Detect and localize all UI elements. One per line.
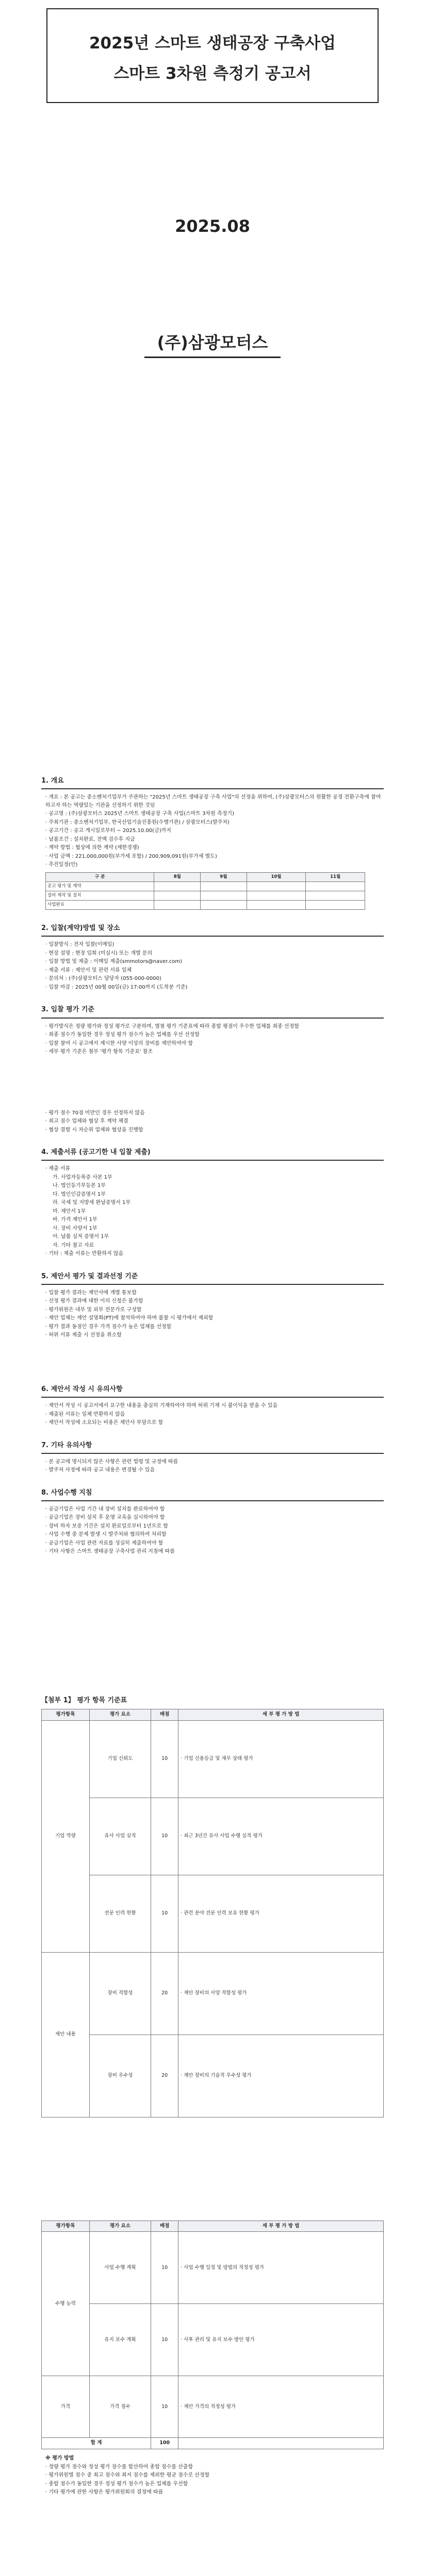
s8-line: · 공급기업은 사업 기간 내 장비 설치를 완료하여야 함	[45, 1506, 165, 1512]
table-row	[42, 1798, 384, 1875]
table-header-cell: 평가 요소	[89, 1709, 151, 1720]
table-row	[42, 1720, 384, 1798]
section-4-heading: 4. 제출서류 (공고기한 내 입찰 제출)	[41, 1148, 151, 1157]
s3-line: · 평가 점수 70점 미만인 경우 선정하지 않음	[45, 1110, 145, 1116]
table-cell: 공고 평가 및 계약	[46, 882, 154, 891]
table-cell	[306, 901, 365, 910]
table-row	[46, 891, 365, 900]
table-cell: · 최근 3년간 유사 사업 수행 실적 평가	[178, 1798, 384, 1875]
note-line: · 정량 평가 점수와 정성 평가 점수를 합산하여 종합 점수를 산출함	[45, 2464, 193, 2470]
s1-line: · 개요 : 본 공고는 중소벤처기업부가 주관하는 "2025년 스마트 생태공장 구축 사업"의 선정을 위하여, (주)삼광모터스의 원활한 공정 전환구축에 참여하고자 하는 역량있는 기관을 선정하기 위한 것임	[45, 794, 381, 808]
s3-line: · 입찰 참여 시 공고에서 제시한 사양 이상의 장비를 제안하여야 함	[45, 1040, 193, 1046]
s4-line: 가. 사업자등록증 사본 1부	[53, 1174, 112, 1180]
table-row	[42, 2376, 384, 2438]
s8-line: · 기타 사항은 스마트 생태공장 구축사업 관리 지침에 따름	[45, 1549, 175, 1555]
table-cell: 제안 내용	[42, 1952, 90, 2117]
table-cell: 합 계	[42, 2438, 151, 2449]
s1-line: · 공고명 : (주)삼광모터스 2025년 스마트 생태공장 구축 사업(스마트 3차원 측정기)	[45, 811, 234, 817]
table-row	[42, 2221, 384, 2232]
table-cell: 가격	[42, 2376, 90, 2438]
table-cell: 10	[151, 1720, 178, 1798]
s5-line: · 평가위원은 내부 및 외부 전문가로 구성함	[45, 1307, 142, 1313]
s5-line: · 제안 업체는 제안 설명회(PT)에 참석하여야 하며 불참 시 평가에서 제외함	[45, 1315, 214, 1321]
table-cell: 10	[151, 2304, 178, 2376]
evaluation-table-continued	[41, 2221, 384, 2449]
table-cell: 20	[151, 2035, 178, 2117]
document-body	[41, 762, 384, 2497]
s4-line: 다. 법인인감증명서 1부	[53, 1191, 106, 1197]
table-cell	[247, 891, 306, 900]
table-cell: 기업 신뢰도	[89, 1720, 151, 1798]
table-row	[46, 901, 365, 910]
table-cell: 장비 우수성	[89, 2035, 151, 2117]
s4-line: 사. 장비 사양서 1부	[53, 1225, 97, 1231]
table-cell: · 제안 가격의 적정성 평가	[178, 2376, 384, 2438]
table-cell: 사업완료	[46, 901, 154, 910]
s5-line: · 허위 서류 제출 시 선정을 취소함	[45, 1332, 122, 1338]
table-cell: 유사 사업 실적	[89, 1798, 151, 1875]
cover-company: (주)삼광모터스	[144, 330, 281, 358]
table-row	[42, 2035, 384, 2117]
s1-line: · 납품조건 : 설치완료, 전액 검수후 지급	[45, 836, 135, 842]
table-cell: 수행 능력	[42, 2232, 90, 2376]
table-header-cell: 배점	[151, 1709, 178, 1720]
s1-line: · 계약 방법 : 협상에 의한 계약 (제한경쟁)	[45, 845, 139, 851]
s8-line: · 장비 하자 보증 기간은 설치 완료일로부터 1년으로 함	[45, 1523, 168, 1529]
s8-line: · 공급기업은 사업 관련 자료를 성실히 제출하여야 함	[45, 1540, 164, 1546]
s5-line: · 평가 결과 동점인 경우 가격 점수가 높은 업체를 선정함	[45, 1324, 172, 1330]
table-cell	[201, 901, 247, 910]
table-cell	[201, 882, 247, 891]
s6-line: · 제안서 작성에 소요되는 비용은 제안사 부담으로 함	[45, 1420, 164, 1426]
section-divider	[41, 1160, 384, 1161]
s3-line	[45, 1088, 384, 1109]
s6-line: · 제안서 작성 시 공고서에서 요구한 내용을 충실히 기재하여야 하며 허위 기재 시 불이익을 받을 수 있음	[45, 1403, 278, 1409]
section-6-heading: 6. 제안서 작성 시 유의사항	[41, 1385, 123, 1393]
table-header-cell: 평가 요소	[89, 2221, 151, 2232]
appendix-title: 【첨부 1】 평가 항목 기준표	[41, 1696, 127, 1704]
table-cell: 가격 점수	[89, 2376, 151, 2438]
s2-line: · 현장 설명 : 현장 입회 (미실시) 또는 개별 문의	[45, 950, 153, 956]
section-divider	[41, 1453, 384, 1454]
note-line: · 종합 점수가 동일한 경우 정성 평가 점수가 높은 업체를 우선함	[45, 2481, 188, 2487]
table-row	[42, 2438, 384, 2449]
s2-line: · 입찰 방법 및 제출 : 이메일 제출(smmotors@naver.com)	[45, 959, 182, 965]
s1-line: · 사업 금액 : 221,000,000원(부가세 포함) / 200,909,091원(부가세 별도)	[45, 853, 217, 859]
s5-line: · 입찰 평가 결과는 제안사에 개별 통보함	[45, 1290, 137, 1296]
s4-line: 아. 납품 실적 증명서 1부	[53, 1234, 109, 1240]
section-5-heading: 5. 제안서 평가 및 결과선정 기준	[41, 1272, 138, 1280]
table-cell: 10	[151, 1798, 178, 1875]
s2-line: · 입찰방식 : 전자 입찰(이메일)	[45, 942, 115, 948]
table-cell	[201, 891, 247, 900]
s2-line: · 제출 서류 : 제안서 및 관련 서류 일체	[45, 967, 132, 973]
table-row	[42, 1952, 384, 2035]
table-cell: 장비 적합성	[89, 1952, 151, 2035]
s7-line: · 본 공고에 명시되지 않은 사항은 관련 법령 및 규정에 따름	[45, 1459, 178, 1465]
table-row	[42, 1875, 384, 1952]
table-header-cell: 세 부 평 가 방 법	[178, 2221, 384, 2232]
table-cell: 10	[151, 2376, 178, 2438]
s4-line: 나. 법인등기부등본 1부	[53, 1183, 106, 1189]
section-3-heading: 3. 입찰 평가 기준	[41, 1006, 94, 1014]
schedule-table	[45, 872, 365, 910]
table-header-cell: 9월	[201, 872, 247, 882]
table-row	[42, 2232, 384, 2304]
table-cell: · 사업 수행 일정 및 방법의 적정성 평가	[178, 2232, 384, 2304]
table-cell: 10	[151, 2232, 178, 2304]
s4-line: · 제출 서류	[45, 1166, 71, 1172]
section-1-heading: 1. 개요	[41, 777, 64, 785]
note-line: · 기타 평가에 관한 사항은 평가위원회의 결정에 따름	[45, 2489, 164, 2496]
section-divider	[41, 1500, 384, 1501]
section-7-heading: 7. 기타 유의사항	[41, 1441, 92, 1449]
table-cell: 기업 역량	[42, 1720, 90, 1952]
cover-title-box	[46, 8, 379, 103]
s5-line: · 선정 평가 결과에 대한 이의 신청은 불가함	[45, 1298, 143, 1304]
s4-line: 마. 제안서 1부	[53, 1208, 86, 1214]
section-divider	[41, 1397, 384, 1398]
table-row	[46, 882, 365, 891]
table-header-cell: 배점	[151, 2221, 178, 2232]
table-cell: · 기업 신용등급 및 재무 상태 평가	[178, 1720, 384, 1798]
s3-line: · 최종 점수가 동일한 경우 정성 평가 점수가 높은 업체를 우선 선정함	[45, 1032, 200, 1038]
table-cell: 10	[151, 1875, 178, 1952]
s8-line: · 사업 수행 중 문제 발생 시 발주처와 협의하여 처리함	[45, 1532, 167, 1538]
section-divider	[41, 1018, 384, 1019]
spacer	[41, 1556, 384, 1680]
s1-line: · 추진일정(안)	[45, 862, 78, 868]
s7-line: · 발주처 사정에 따라 공고 내용은 변경될 수 있음	[45, 1467, 155, 1473]
table-cell	[306, 891, 365, 900]
s1-line: · 주최기관 : 중소벤처기업부, 한국산업기술진흥원(수행기관) / 삼광모터스(발주처)	[45, 819, 230, 825]
table-header-cell: 세 부 평 가 방 법	[178, 1709, 384, 1720]
s3-line: · 평가방식은 정량 평가와 정성 평가로 구분하며, 별첨 평가 기준표에 따라 종합 평점이 우수한 업체를 최종 선정함	[45, 1023, 299, 1029]
evaluation-table	[41, 1709, 384, 2117]
table-row	[42, 2304, 384, 2376]
table-cell: 20	[151, 1952, 178, 2035]
section-divider	[41, 788, 384, 789]
s3-line: · 세부 평가 기준은 첨부 '평가 항목 기준표' 참조	[45, 1049, 153, 1055]
s2-line: · 입찰 마감 : 2025년 00월 00일(금) 17:00까지 (도착분 기준)	[45, 984, 188, 990]
s3-line: · 협상 결렬 시 차순위 업체와 협상을 진행함	[45, 1127, 143, 1133]
cover	[0, 0, 425, 721]
table-header-cell: 10월	[247, 872, 306, 882]
cover-date: 2025.08	[175, 216, 250, 236]
table-cell	[154, 891, 201, 900]
table-cell	[247, 901, 306, 910]
spacer	[41, 2117, 384, 2221]
table-header-cell: 평가항목	[42, 2221, 90, 2232]
table-cell: · 제안 장비의 사양 적합성 평가	[178, 1952, 384, 2035]
spacer	[41, 1340, 384, 1371]
section-divider	[41, 1284, 384, 1285]
table-cell	[154, 901, 201, 910]
s4-line: 바. 가격 제안서 1부	[53, 1217, 97, 1223]
table-cell: · 관련 분야 전문 인력 보유 현황 평가	[178, 1875, 384, 1952]
table-row	[46, 872, 365, 882]
note-line: · 평가위원별 점수 중 최고 점수와 최저 점수를 제외한 평균 점수로 산정함	[45, 2472, 210, 2479]
table-header-cell: 8월	[154, 872, 201, 882]
cover-subtitle: 스마트 3차원 측정기 공고서	[113, 64, 312, 83]
s2-line: · 문의처 : (주)삼광모터스 담당자 (055-000-0000)	[45, 976, 161, 982]
section-2-heading: 2. 입찰(계약)방법 및 장소	[41, 924, 120, 933]
table-row	[42, 1709, 384, 1720]
table-cell: 설비 제작 및 설치	[46, 891, 154, 900]
table-header-cell: 11월	[306, 872, 365, 882]
s6-line: · 제출된 서류는 일체 반환하지 않음	[45, 1411, 125, 1417]
table-cell	[306, 882, 365, 891]
s1-line: · 공고기간 : 공고 게시일로부터 ~ 2025.10.00(금)까지	[45, 828, 171, 834]
table-cell: · 사후 관리 및 유지 보수 방안 평가	[178, 2304, 384, 2376]
s4-line: · 기타 : 제출 서류는 반환하지 않음	[45, 1251, 124, 1257]
cover-title: 2025년 스마트 생태공장 구축사업	[89, 34, 336, 53]
s8-line: · 공급기업은 장비 설치 후 운영 교육을 실시하여야 함	[45, 1515, 165, 1521]
table-header-cell: 구 분	[46, 872, 154, 882]
section-8-heading: 8. 사업수행 지침	[41, 1488, 92, 1497]
table-cell: 사업 수행 계획	[89, 2232, 151, 2304]
s4-line: 자. 기타 참고 자료	[53, 1242, 94, 1248]
s3-line	[45, 1057, 384, 1088]
table-cell: 100	[151, 2438, 178, 2449]
table-cell: 유지 보수 계획	[89, 2304, 151, 2376]
section-divider	[41, 936, 384, 937]
table-cell	[247, 882, 306, 891]
table-header-cell: 평가항목	[42, 1709, 90, 1720]
table-cell: · 제안 장비의 기술적 우수성 평가	[178, 2035, 384, 2117]
table-cell: 전문 인력 현황	[89, 1875, 151, 1952]
table-cell	[154, 882, 201, 891]
table-cell	[178, 2438, 384, 2449]
s4-line: 라. 국세 및 지방세 완납증명서 1부	[53, 1200, 131, 1206]
note-heading: ※ 평가 방법	[45, 2455, 74, 2462]
s3-line: · 최고 점수 업체와 협상 후 계약 체결	[45, 1118, 128, 1125]
